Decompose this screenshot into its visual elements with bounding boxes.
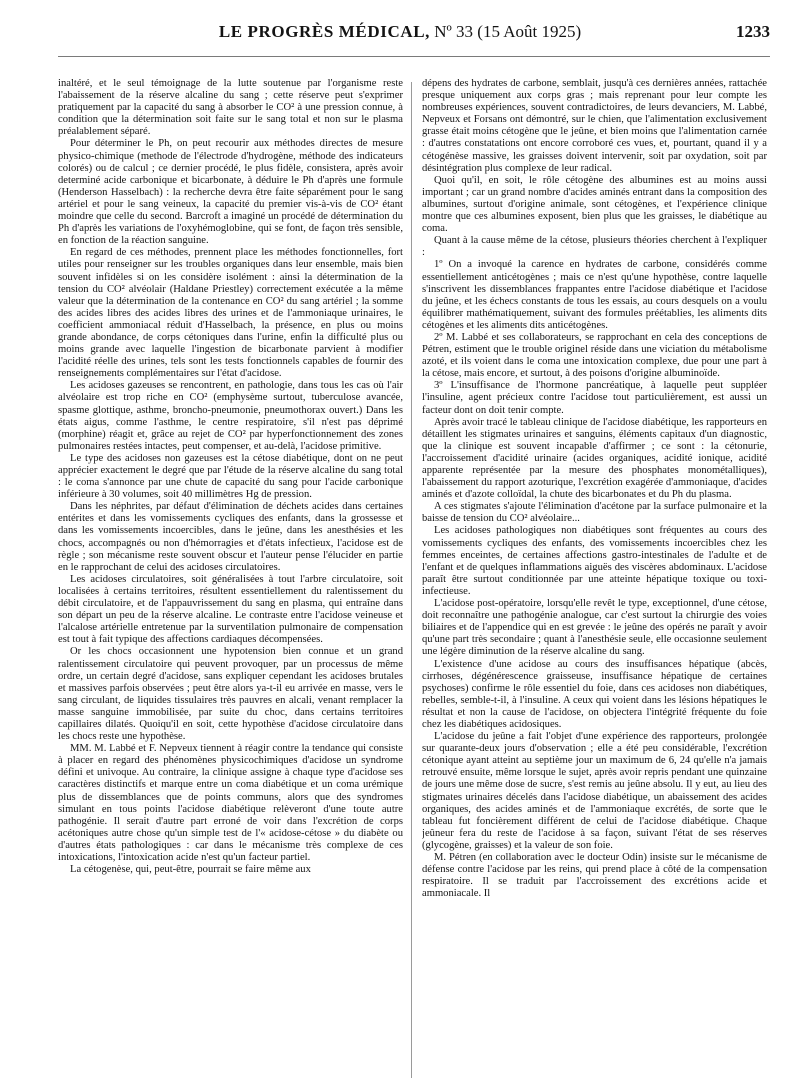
- column-separator: [411, 82, 412, 1078]
- paragraph: En regard de ces méthodes, prennent place les méthodes fonctionnelles, fort utiles pour renseigner sur les troubles organiques dans leur ensemble, mais bien souvent infidèles si on les considère isolément : ainsi la détermination de la tension du CO² alvéolair (Haldane Priestley) correctement exécutée a la même valeur que la détermination de la contenance en CO² du sang artériel ; la somme des acides libres des acides libres des urines et de l'ammoniaque urinaires, le coefficient ammoniacal réduit d'Hasselbach, la présence, en plus ou moins grande abondance, de corps cétoniques dans l'urine, enfin la difficulté plus ou moins grande avec laquelle l'ingestion de bicarbonate parvient à modifier l'acidité réelle des urines, tels sont les tests fonctionnels capables de fournir des renseignements complémentaires sur l'état d'acidose.: [58, 247, 403, 380]
- journal-title: [0, 22, 800, 42]
- paragraph: dépens des hydrates de carbone, semblait, jusqu'à ces dernières années, rattachée presque uniquement aux corps gras ; mais reprenant pour leur compte les nombreuses expériences, souvent contradictoires, de leurs devanciers, M. Labbé, Nepveux et Forsans ont démontré, sur le chien, que l'alimentation exclusivement grasse était moins cétogène que le jeûne, et bien moins que l'alimentation carnée : d'autres constatations ont encore corroboré ces vues, et, pourtant, quand il y a cétogénèse massive, les graisses doivent intervenir, soit par oxydation, soit par désintégration plus complexe de leur radical.: [422, 78, 767, 174]
- paragraph: 3º L'insuffisance de l'hormone pancréatique, à laquelle peut suppléer l'insuline, agent précieux contre l'acidose tout particulièrement, est aussi un facteur dont on doit tenir compte.: [422, 380, 767, 416]
- journal-name: LE PROGRÈS MÉDICAL,: [218, 22, 430, 41]
- paragraph: La cétogenèse, qui, peut-être, pourrait se faire même aux: [70, 864, 311, 876]
- paragraph: MM. M. Labbé et F. Nepveux tiennent à réagir contre la tendance qui consiste à placer en regard des phénomènes physicochimiques d'acidose un syndrome défini et univoque. Au contraire, la clinique assigne à chaque type d'acidose ses caractères distinctifs et marque entre un coma diabétique et un coma urémique plus de dissemblances que de points communs, alors que des syndromes simulant en tous points l'acidose diabétique relèveront d'une toute autre pathogénie. Il serait d'autre part erroné de voir dans l'excrétion de corps acétoniques autre chose qu'un simple test de l'« acidose-cétose » du diabète ou d'autres états pathologiques : car dans le mécanisme très complexe de ces intoxications, l'intoxication acide n'est qu'un facteur partiel.: [58, 743, 403, 863]
- paragraph: A ces stigmates s'ajoute l'élimination d'acétone par la surface pulmonaire et la baisse de tension du CO² alvéolaire...: [422, 501, 767, 525]
- paragraph: M. Pétren (en collaboration avec le docteur Odin) insiste sur le mécanisme de défense contre l'acidose par les reins, qui prend place à côté de la compensation respiratoire. Il se traduit par l'accroissement des excrétions acide et ammoniacale. Il: [422, 852, 767, 900]
- issue-info: Nº 33 (15 Août 1925): [430, 22, 582, 41]
- paragraph: Or les chocs occasionnent une hypotension bien connue et un grand ralentissement circulatoire qui peuvent provoquer, par un processus de même ordre, un certain degré d'acidose, sans expliquer cependant les acidoses brutales et massives parfois observées ; peut être alors ya-t-il eu arrivée en masse, vers le sang circulant, de liquides tissulaires très pauvres en alcali, venant remplacer la masse sanguine immobilisée, par suite du choc, dans certains territoires capillaires dilatés. Quoiqu'il en soit, cette hypothèse d'acidose circulatoire dans les chocs reste une hypothèse.: [58, 646, 403, 743]
- paragraph: Après avoir tracé le tableau clinique de l'acidose diabétique, les rapporteurs en détaillent les stigmates urinaires et sanguins, éléments capitaux d'un diagnostic, que la clinique est souvent incapable d'affirmer ; ce sont : la cétonurie, l'accroissement d'acidité urinaire (acides organiques, acidité ionique, acidité apparente représentée par la mesure des phosphates monométalliques), l'abaissement du rapport azoturique, l'excrétion exagérée d'ammoniaque, d'acides aminés et d'azote colloïdal, la chute des bicarbonates et du Ph du plasma.: [422, 416, 767, 501]
- left-column: [58, 78, 403, 1083]
- header-rule: [58, 56, 770, 57]
- paragraph: Quoi qu'il, en soit, le rôle cétogène des albumines est au moins aussi important ; car un grand nombre d'acides aminés entrant dans la composition des albumines, surtout d'origine animale, sont cétogènes, et l'expérience clinique montre que ces albumines exposent, bien plus que les graisses, le diabétique au coma.: [422, 174, 767, 235]
- paragraph: Le type des acidoses non gazeuses est la cétose diabétique, dont on ne peut apprécier exactement le degré que par l'étude de la réserve alcaline du sang total : le coma s'annonce par une chute de capacité du sang pour l'acide carbonique inférieure à 30 volumes, soit 40 millimètres Hg de pression.: [58, 452, 403, 501]
- paragraph: L'acidose du jeûne a fait l'objet d'une expérience des rapporteurs, prolongée sur quarante-deux jours d'observation ; elle a été peu considérable, l'excrétion cétonique ayant atteint au septième jour un maximum de 6, 24 qu'elle n'a jamais retrouvé ensuite, même lorsque le sujet, après avoir repris pendant une quinzaine de jours une même dose de sucre, s'est remis au jeûne absolu. Il y eut, au lieu des stigmates urinaires décelés dans l'acidose diabétique, un abaissement des acides organiques, des acides aminés et de l'ammoniaque excrétés, de sorte que le tableau fut foncièrement différent de celui de l'acidose diabétique. Chaque jeûneur fera du reste de l'acidose à sa façon, suivant l'état de ses réserves (glycogène, graisses) et la valeur de son foie.: [422, 731, 767, 851]
- paragraph: Les acidoses gazeuses se rencontrent, en pathologie, dans tous les cas où l'air alvéolaire est trop riche en CO² (emphysème surtout, tuberculose avancée, spasme glottique, asthme, broncho-pneumonie, pneumothorax ouvert.) Dans les états aigus, comme l'asthme, le centre respiratoire, s'il n'est pas déprimé (morphine) réagit et, grâce au rejet de CO² par hyperfonctionnement des zones pulmonaires restées intactes, peut compenser, et au-delà, l'acidose primitive.: [58, 380, 403, 452]
- paragraph: Quant à la cause même de la cétose, plusieurs théories cherchent à l'expliquer :: [422, 235, 767, 259]
- paragraph: inaltéré, et le seul témoignage de la lutte soutenue par l'organisme reste l'abaissement de la réserve alcaline du sang ; cette réserve peut s'exprimer pratiquement par la capacité du sang à absorber le CO² à une pression connue, à condition que la détermination soit faite sur le sang total et non sur le plasma préalablement séparé.: [58, 78, 403, 138]
- paragraph: L'acidose post-opératoire, lorsqu'elle revêt le type, exceptionnel, d'une cétose, doit reconnaître une pathogénie analogue, car c'est surtout la chirurgie des voies biliaires et de l'appendice qui en est grevée : le jeûne des opérés ne paraît y avoir qu'une part très secondaire ; quant à l'anesthésie seule, elle occasionne seulement une légère diminution de la réserve alcaline du sang.: [422, 598, 767, 658]
- paragraph: 2º M. Labbé et ses collaborateurs, se rapprochant en cela des conceptions de Pétren, estiment que le trouble originel réside dans une viciation du métabolisme azoté, et ils voient dans le coma une intoxication complexe, due pour une part à la cétose, mais encore, et surtout, à des poisons d'origine albuminoïde.: [422, 331, 767, 380]
- paragraph: Pour déterminer le Ph, on peut recourir aux méthodes directes de mesure physico-chimique (methode de l'électrode d'hydrogène, méthode des indicateurs colorés) ou de calcul ; ce dernier procédé, le plus fidèle, consistera, après avoir determiné acide carbonique et bicarbonate, à déduire le Ph d'après une formule (Henderson Hasselbach) : la recherche devra être faite séparément pour le sang artériel et pour le sang veineux, la capacité du premier vis-à-vis de CO² étant moindre que celle du second. Barcroft a imaginé un procédé de détermination du Ph d'après les variations de l'oxyhémoglobine, qui se font, de façon très sensible, en fonction de la réaction sanguine.: [58, 138, 403, 247]
- running-head: [0, 22, 800, 46]
- paragraph: Les acidoses pathologiques non diabétiques sont fréquentes au cours des vomissements cycliques des enfants, des vomissements incoercibles chez les femmes enceintes, de certaines affections gastro-intestinales de l'adulte et de l'enfant et de quelques inflammations aiguës des viscères abdominaux. L'acidose paraît être surtout conditionnée par une atteinte hépatique toxique ou toxi-infectieuse.: [422, 525, 767, 597]
- paragraph: Dans les néphrites, par défaut d'élimination de déchets acides dans certaines entérites et dans les vomissements cycliques des enfants, dans la grossesse et dans les vomissements incoercibles, dans le jeûne, dans les anesthésies et les chocs, accompagnés ou non d'hémorragies et d'états infectieux, l'acidose est de règle ; son mécanisme reste souvent obscur et l'auteur pense l'élucider en partie en le rapprochant de celui des acidoses circulatoires.: [58, 501, 403, 573]
- paragraph: Les acidoses circulatoires, soit généralisées à tout l'arbre circulatoire, soit localisées à certains territoires, résultent essentiellement du ralentissement du débit circulatoire, et de l'appauvrissement du sang en plasma, qui entraîne dans son départ un peu de la réserve alcaline. Le contraste entre l'acidose veineuse et l'alcalose artérielle entretenue par la surventilation pulmonaire de compensation est tout à fait typique des affections cardiaques décompensées.: [58, 573, 403, 646]
- paragraph: 1º On a invoqué la carence en hydrates de carbone, considérés comme essentiellement anticétogènes ; mais ce n'est qu'une hypothèse, contre laquelle s'inscrivent les dissemblances frappantes entre l'acidose diabétique et l'acidose du jeûne, et les échecs constants de tous les essais, au cours desquels on a voulu équilibrer mathématiquement, suivant des formules préétablies, les aliments dits cétogènes et les aliments dits anticétogènes.: [422, 259, 767, 331]
- paragraph: L'existence d'une acidose au cours des insuffisances hépatique (abcès, cirrhoses, dégénérescence graisseuse, insuffisance hépatique de certaines psychoses) confirme le rôle essentiel du foie, dans ces acidoses non diabétiques, rebelles, semble-t-il, à l'insuline. A ceux qui voient dans les lésions hépatiques le résultat et non la cause de l'acidose, on objectera l'intégrité fréquente du foie chez les diabétiques acidosiques.: [422, 658, 767, 730]
- right-column: [422, 78, 767, 1083]
- page-number: 1233: [736, 22, 770, 41]
